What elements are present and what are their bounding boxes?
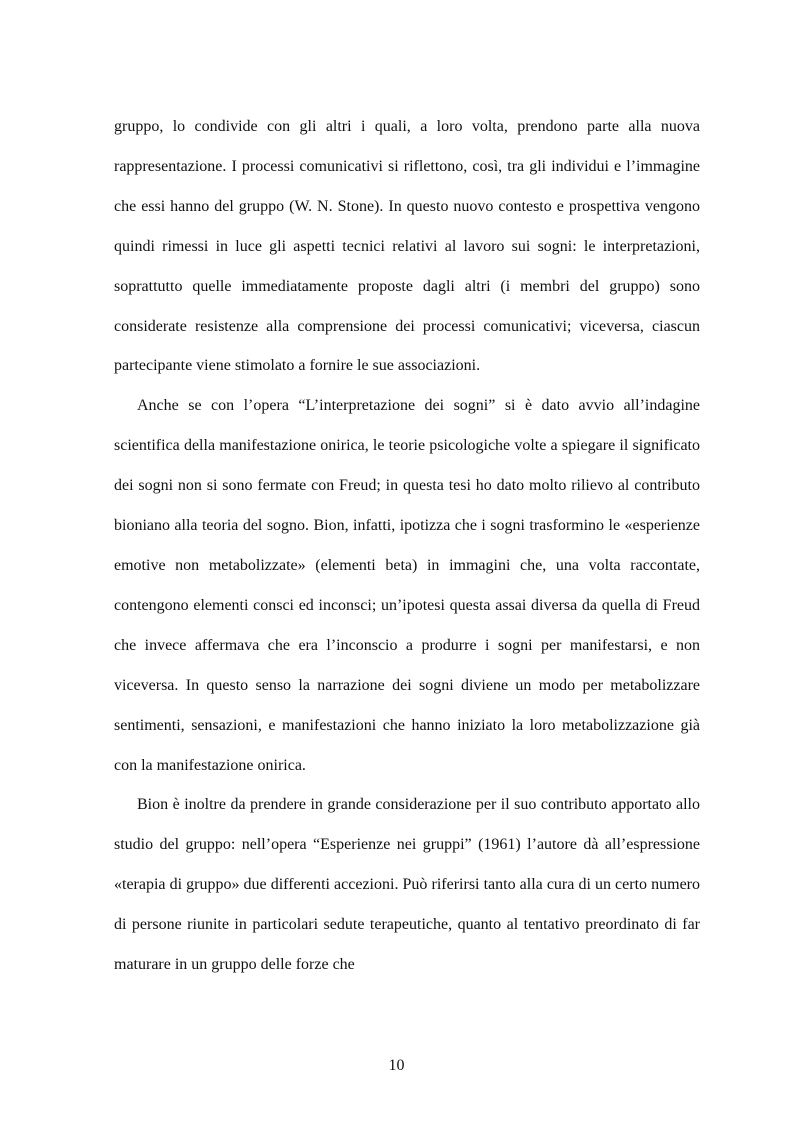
page-number: 10: [388, 1057, 405, 1074]
body-text: [114, 107, 700, 985]
paragraph-2: Anche se con l’opera “L’interpretazione dei sogni” si è dato avvio all’indagine scientifica della manifestazione onirica, le teorie psicologiche volte a spiegare il significato dei sogni non si sono fermate con Freud; in questa tesi ho dato molto rilievo al contributo bioniano alla teoria del sogno. Bion, infatti, ipotizza che i sogni trasformino le «esperienze emotive non metabolizzate» (elementi beta) in immagini che, una volta raccontate, contengono elementi consci ed inconsci; un’ipotesi questa assai diversa da quella di Freud che invece affermava che era l’inconscio a produrre i sogni per manifestarsi, e non viceversa. In questo senso la narrazione dei sogni diviene un modo per metabolizzare sentimenti, sensazioni, e manifestazioni che hanno iniziato la loro metabolizzazione già con la manifestazione onirica.: [114, 397, 700, 774]
paragraph-3: Bion è inoltre da prendere in grande considerazione per il suo contributo apportato allo studio del gruppo: nell’opera “Esperienze nei gruppi” (1961) l’autore dà all’espressione «terapia di gruppo» due differenti accezioni. Può riferirsi tanto alla cura di un certo numero di persone riunite in particolari sedute terapeutiche, quanto al tentativo preordinato di far maturare in un gruppo delle forze che: [114, 796, 700, 974]
paragraph-1: gruppo, lo condivide con gli altri i quali, a loro volta, prendono parte alla nuova rappresentazione. I processi comunicativi si riflettono, così, tra gli individui e l’immagine che essi hanno del gruppo (W. N. Stone). In questo nuovo contesto e prospettiva vengono quindi rimessi in luce gli aspetti tecnici relativi al lavoro sui sogni: le interpretazioni, soprattutto quelle immediatamente proposte dagli altri (i membri del gruppo) sono considerate resistenze alla comprensione dei processi comunicativi; viceversa, ciascun partecipante viene stimolato a fornire le sue associazioni.: [114, 118, 700, 375]
